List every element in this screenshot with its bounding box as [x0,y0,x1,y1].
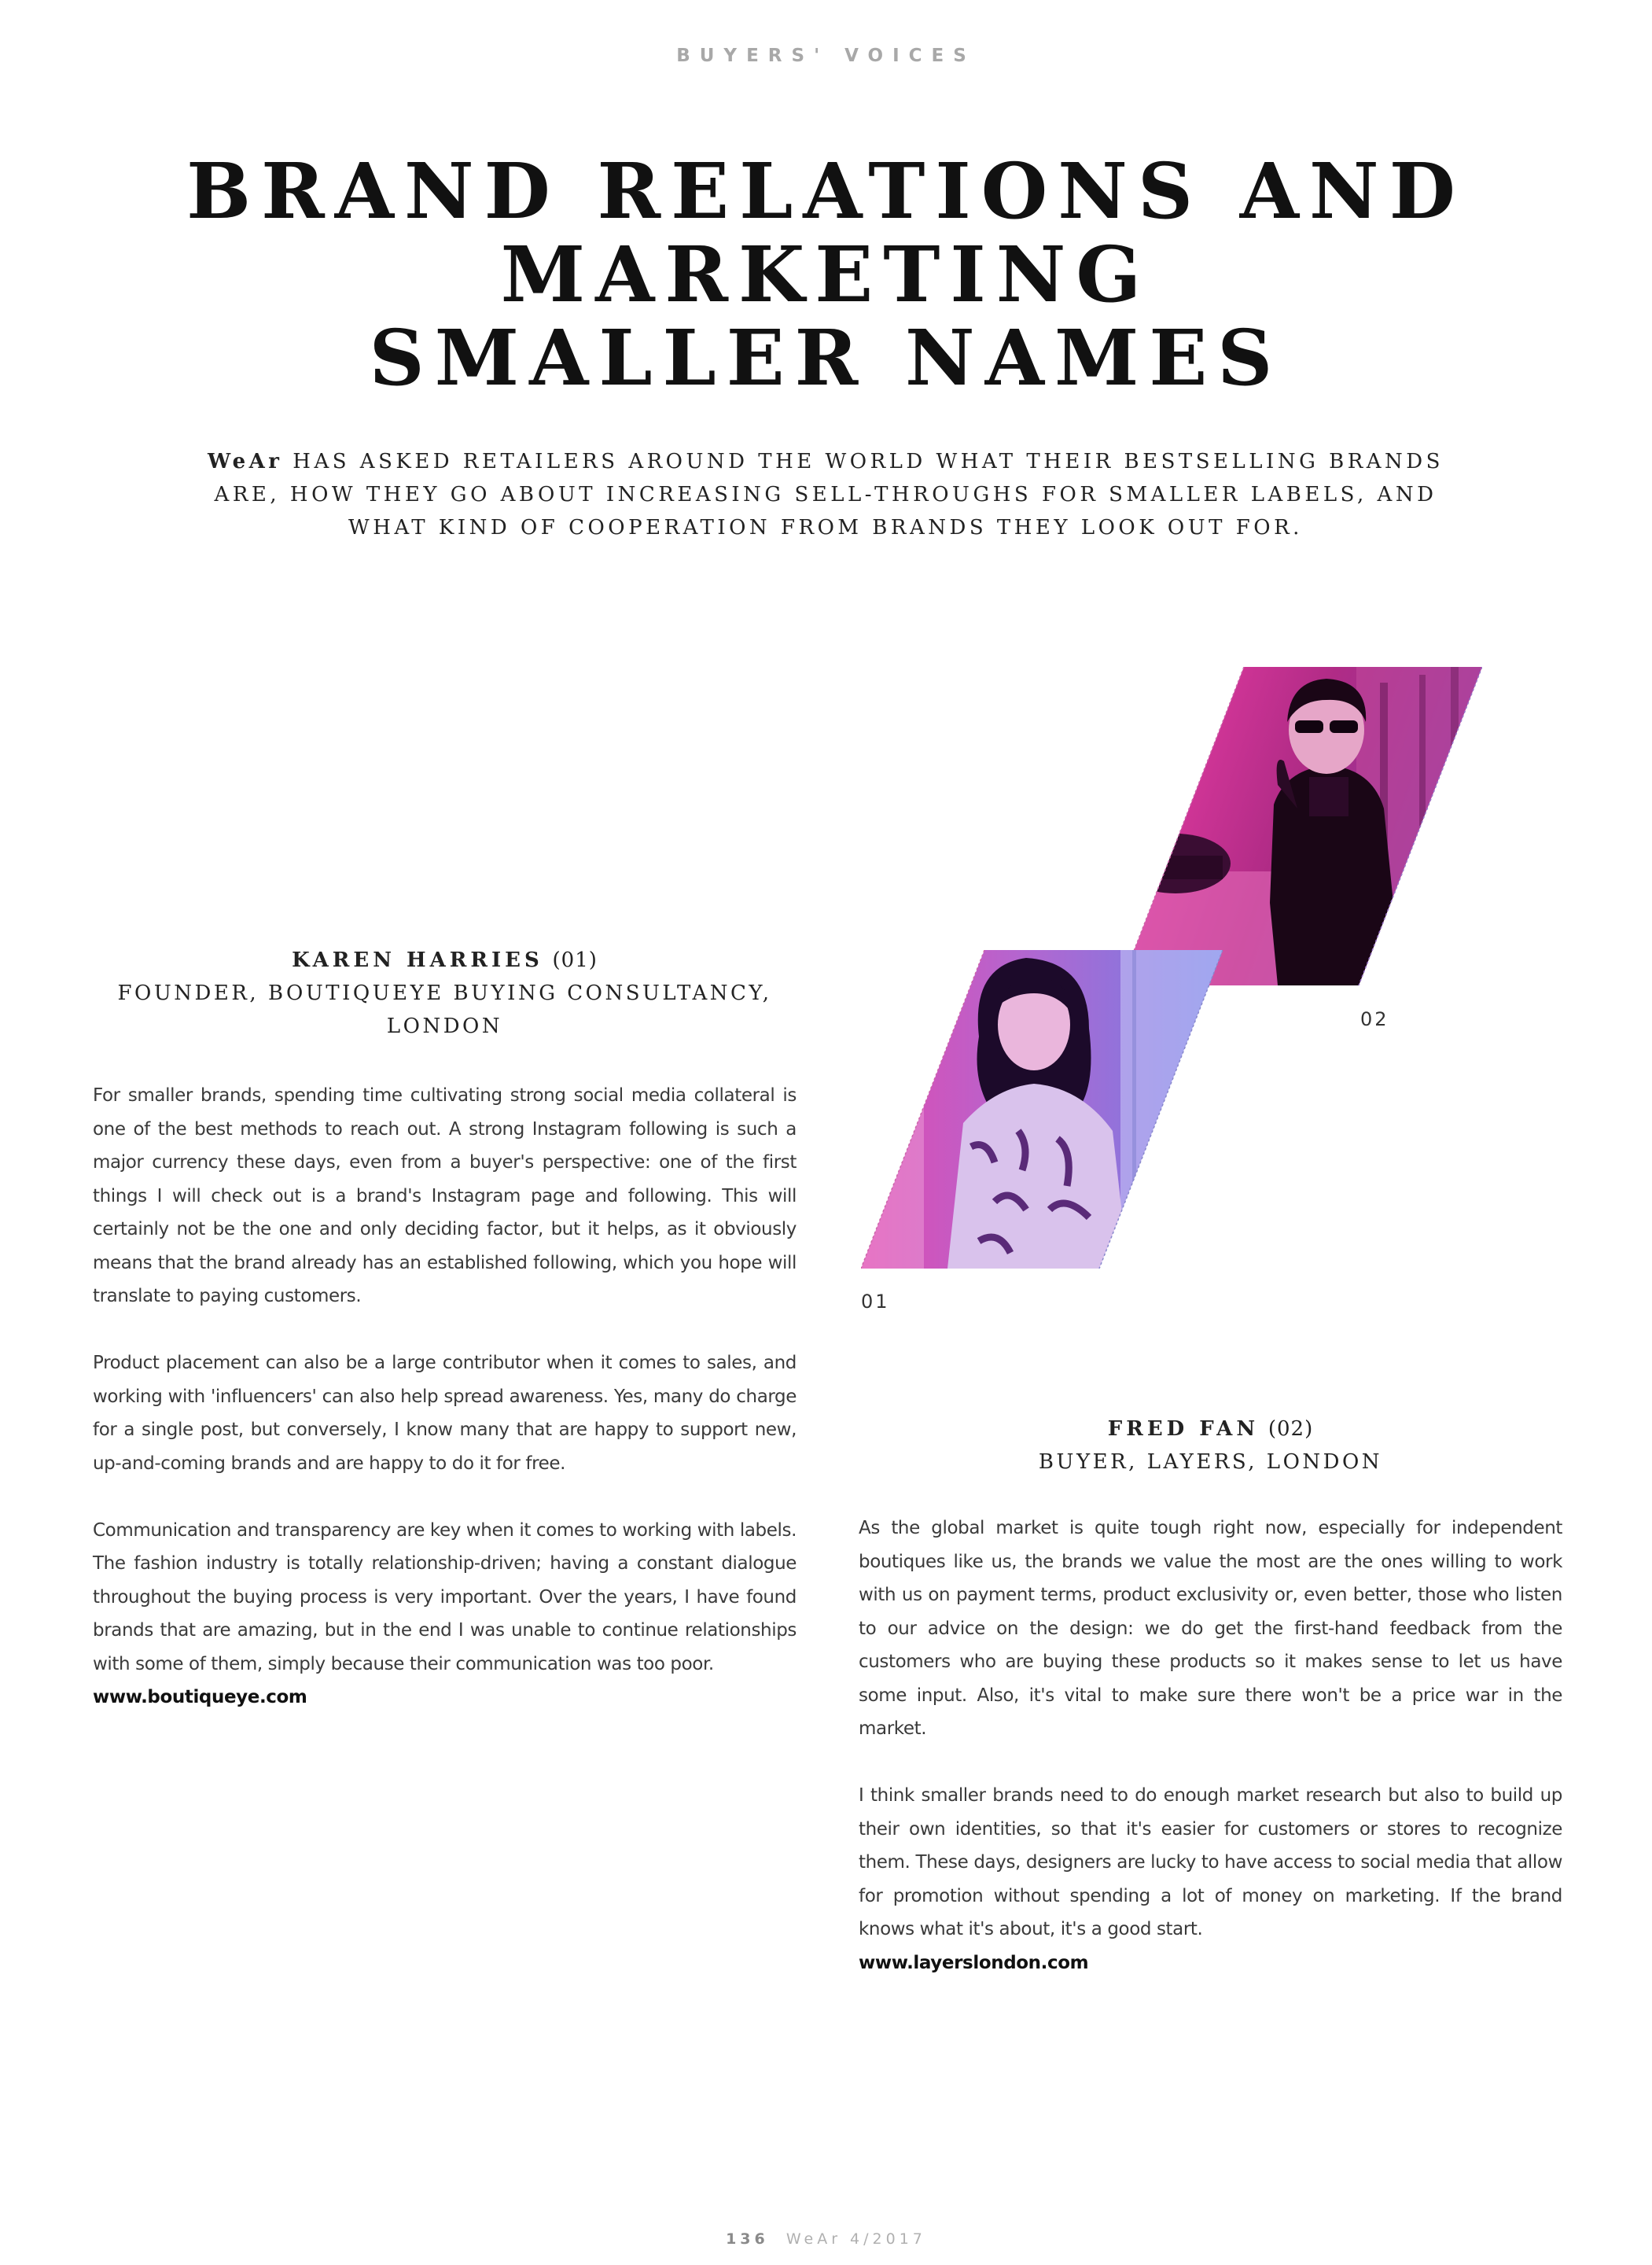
buyer-text-fred-fan [859,1512,1562,1980]
section-label: BUYERS' VOICES [676,46,976,66]
buyer-name: FRED FAN [1107,1417,1260,1441]
headline-line-3: SMALLER NAMES [369,313,1283,403]
intro-standfirst [173,445,1478,544]
buyer-text-karen-harries [93,1079,797,1714]
page-number: 136 [726,2230,769,2248]
photo-label-01: 01 [861,1291,890,1313]
buyer-number: (02) [1268,1417,1314,1441]
intro-brand: WeAr [208,450,283,473]
buyer-heading-fred-fan [859,1412,1562,1479]
headline [0,146,1652,403]
buyer-heading-karen-harries [93,944,797,1043]
buyer-name: KAREN HARRIES [292,948,543,972]
paragraph: I think smaller brands need to do enough market research but also to build up their own identities, so that it's easier for customers or stores to recognize them. These days, designers are lucky to have access to social media that allow for promotion without spending a lot of money on marketing. If the brand knows what it's about, it's a good start. [859,1785,1562,1939]
paragraph: Communication and transparency are key when it comes to working with labels. The fashion industry is totally relationship-driven; having a constant dialogue throughout the buying process is very important. Over the years, I have found brands that are amazing, but in the end I was unable to continue relationships with some of them, simply because their communication was too poor. [93,1519,797,1674]
photo-fred-fan [1120,667,1482,985]
paragraph: For smaller brands, spending time cultivating strong social media collateral is one of the best methods to reach out. A strong Instagram following is such a major currency these days, even from a buyer's perspective: one of the first things I will check out is a brand's Instagram page and following. This will certainly not be the one and only deciding factor, but it helps, as it obviously means that the brand already has an established following, which you hope will translate to paying customers. [93,1085,797,1306]
buyer-role: FOUNDER, BOUTIQUEYE BUYING CONSULTANCY, [117,982,772,1005]
intro-text: HAS ASKED RETAILERS AROUND THE WORLD WHAT THEIR BESTSELLING BRANDS ARE, HOW THEY GO ABOUT INCREASING SELL-THROUGHS FOR SMALLER LABELS, AND WHAT KIND OF COOPERATION FROM BRANDS THEY LOOK OUT FOR. [214,450,1444,540]
website-link-layers[interactable]: www.layerslondon.com [859,1952,1089,1973]
buyer-location: LONDON [386,1015,503,1038]
issue-label: WeAr 4/2017 [786,2230,926,2248]
photo-karen-harries [861,950,1223,1269]
paragraph: Product placement can also be a large contributor when it comes to sales, and working with 'influencers' can also help spread awareness. Yes, many do charge for a single post, but conversely, I know many that are happy to support new, up-and-coming brands and are happy to do it for free. [93,1353,797,1474]
photo-fred-fan-image [1120,667,1482,985]
headline-line-2: MARKETING [500,230,1152,319]
paragraph: As the global market is quite tough right now, especially for independent boutiques like us, the brands we value the most are the ones willing to work with us on payment terms, product exclusivity or, even better, those who listen to our advice on the design: we do get the first-hand feedback from the customers who are buying these products so it makes sense to let us have some input. Also, it's vital to make sure there won't be a price war in the market. [859,1518,1562,1739]
photo-karen-harries-image [861,950,1223,1269]
buyer-role: BUYER, LAYERS, LONDON [1038,1450,1383,1474]
photo-label-02: 02 [1360,1008,1389,1030]
buyer-number: (01) [552,948,598,972]
website-link-boutiqueye[interactable]: www.boutiqueye.com [93,1687,307,1707]
page-footer [0,2230,1652,2248]
headline-line-1: BRAND RELATIONS AND [186,146,1466,236]
